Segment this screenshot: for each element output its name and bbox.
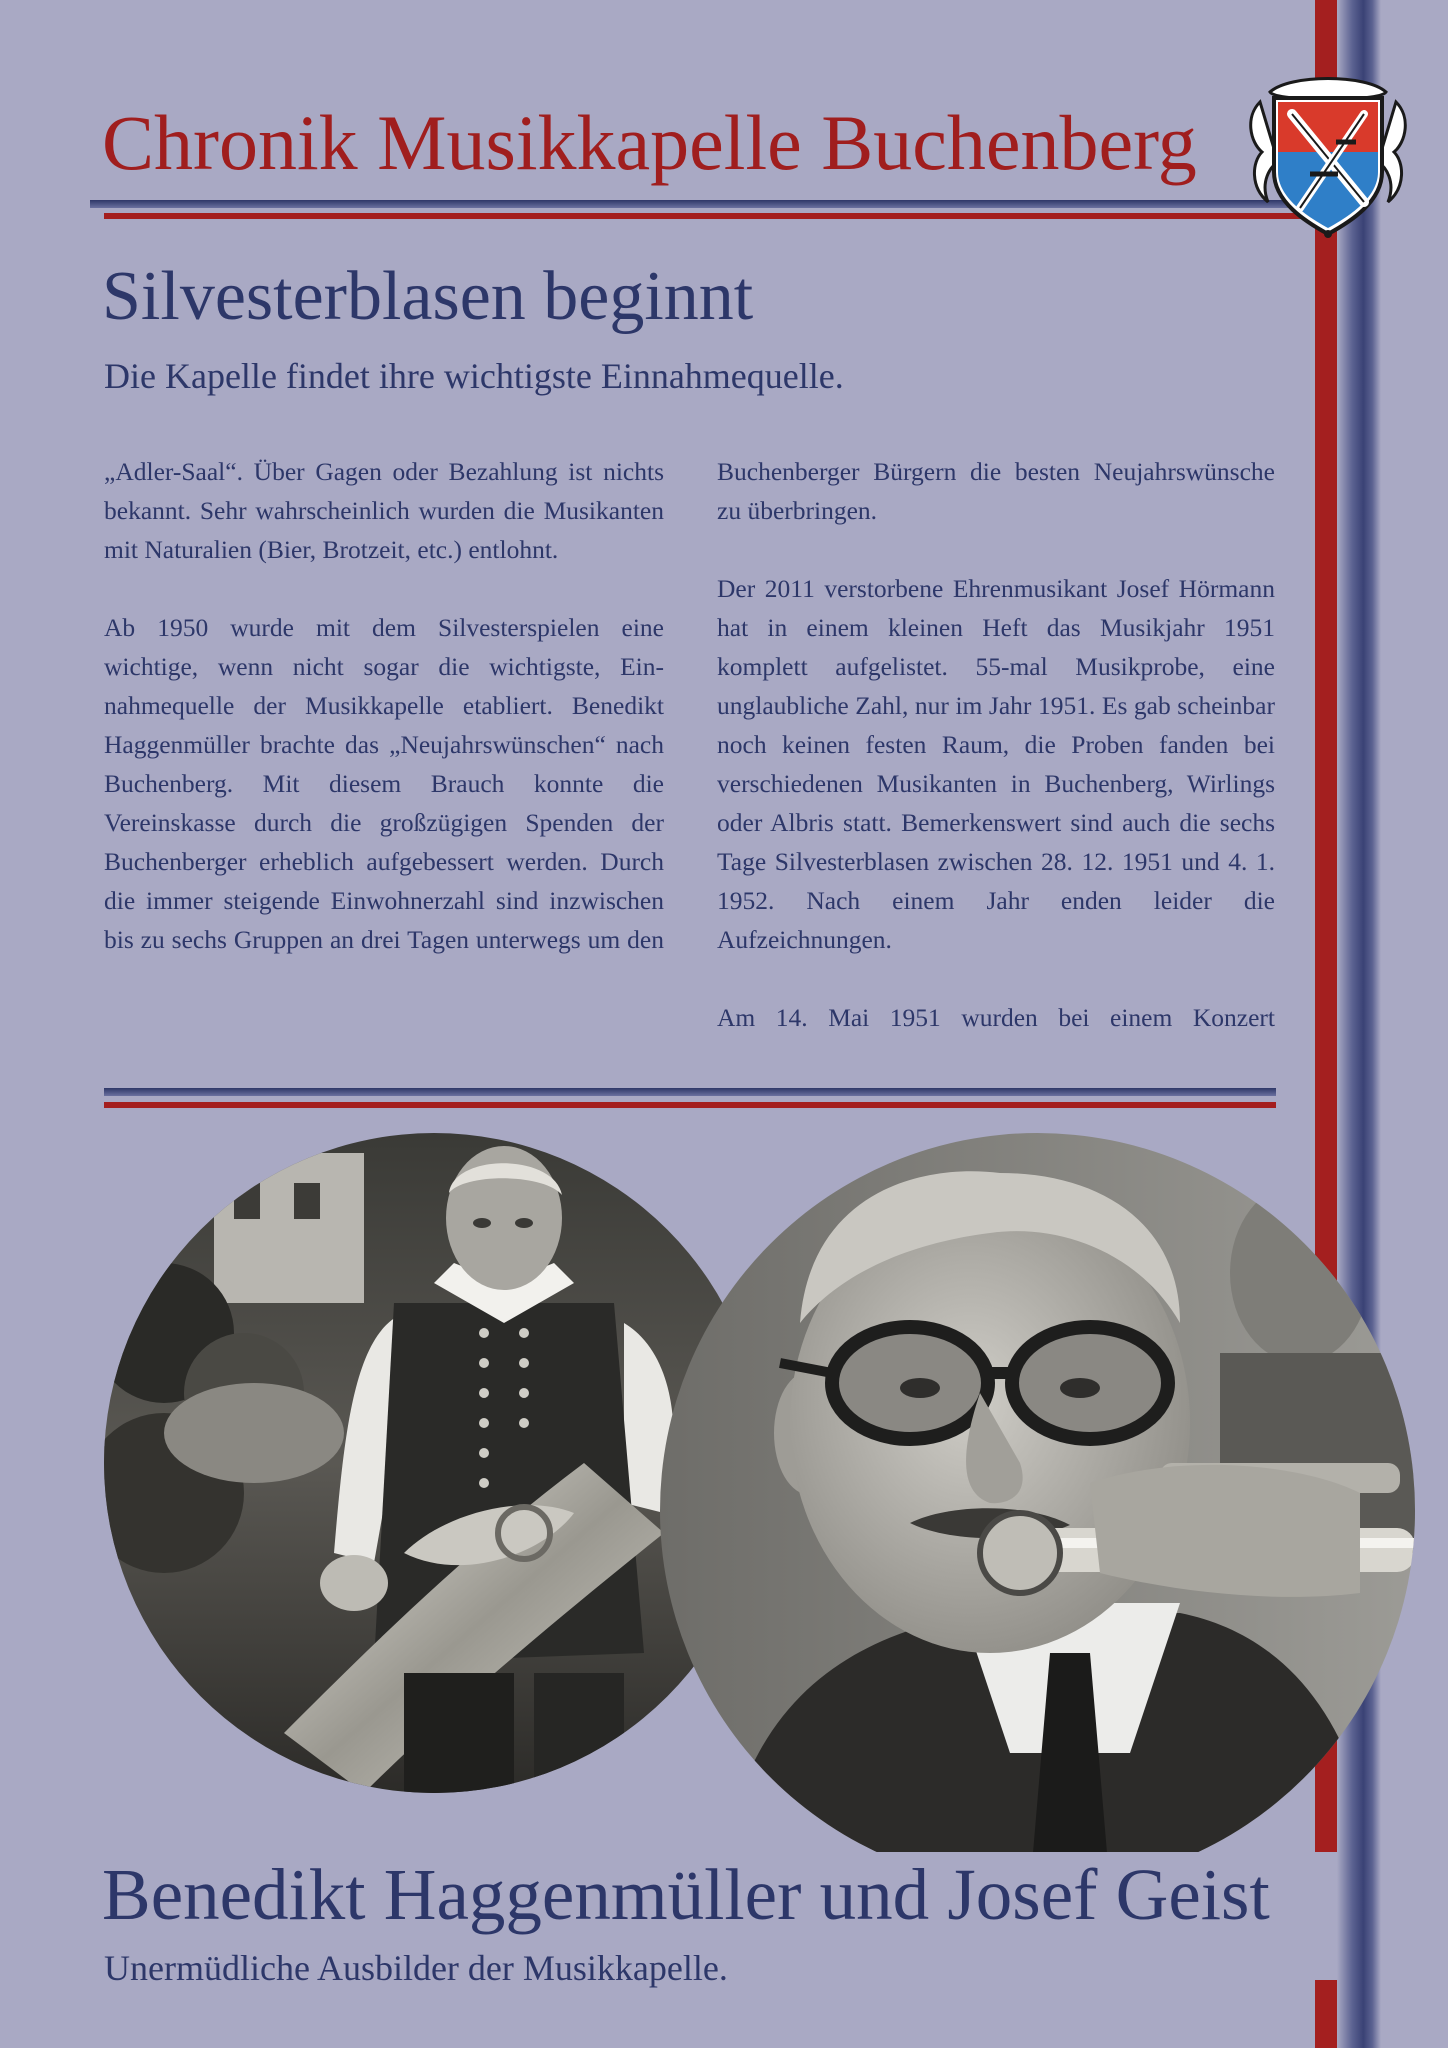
photo-caption-subtitle: Unermüdliche Ausbilder der Musikkapelle. [104, 1948, 728, 1988]
header-rule-blue [90, 200, 1320, 208]
header-rule-red [104, 213, 1320, 219]
photo-caption-title: Benedikt Haggenmüller und Josef Geist [102, 1854, 1270, 1935]
right-edge-blue-stripe-lower [1337, 1852, 1381, 2048]
right-edge-red-stripe-lower [1315, 1980, 1337, 2048]
section-subtitle: Die Kapelle findet ihre wichtigste Einnahmequelle. [104, 356, 844, 396]
paragraph: Ab 1950 wurde mit dem Silvesterspielen eine wichtige, wenn nicht sogar die wichtigste, Einnahmequelle der Musikkapelle etabliert. Benedikt Haggenmüller brachte das „Neujahrswünschen“ nach Buchenberg. Mit diesem Brauch konnte die Vereinskasse durch die großzügigen Spenden der Buchenberger erheblich aufgebessert werden. Durch die immer steigende Einwohnerzahl sind inzwischen bis zu sechs Gruppen an drei Tagen unterwegs um den [104, 613, 664, 954]
paragraph: Buchenberger Bürgern die besten Neujahrswünsche zu überbringen. [717, 457, 1275, 525]
divider-rule-red [104, 1102, 1276, 1108]
paragraph: Der 2011 verstorbene Ehrenmusikant Josef Hörmann hat in einem kleinen Heft das Musikjahr 1951 komplett aufgelistet. 55-mal Musikprobe, eine unglaubliche Zahl, nur im Jahr 1951. Es gab scheinbar noch keinen festen Raum, die Proben fanden bei verschiedenen Musikanten in Buchenberg, Wirlings oder Albris statt. Bemerkenswert sind auch die sechs Tage Silvesterblasen zwischen 28. 12. 1951 und 4. 1. 1952. Nach einem Jahr enden leider die Aufzeichnungen. [717, 574, 1275, 954]
paragraph: „Adler-Saal“. Über Gagen oder Bezahlung ist nichts bekannt. Sehr wahrscheinlich wurden die Musikanten mit Naturalien (Bier, Brotzeit, etc.) entlohnt. [104, 457, 664, 564]
photo-trumpet-player [660, 1133, 1415, 1888]
paragraph: Am 14. Mai 1951 wurden bei einem Konzert [717, 1003, 1275, 1032]
section-title: Silvesterblasen beginnt [102, 258, 754, 335]
chronicle-title: Chronik Musikkapelle Buchenberg [102, 99, 1197, 186]
coat-of-arms-icon [1240, 62, 1416, 242]
text-column-right [717, 452, 1275, 1037]
right-edge-blue-stripe [1337, 0, 1381, 2048]
text-column-left [104, 452, 664, 959]
divider-rule-blue [104, 1088, 1276, 1096]
